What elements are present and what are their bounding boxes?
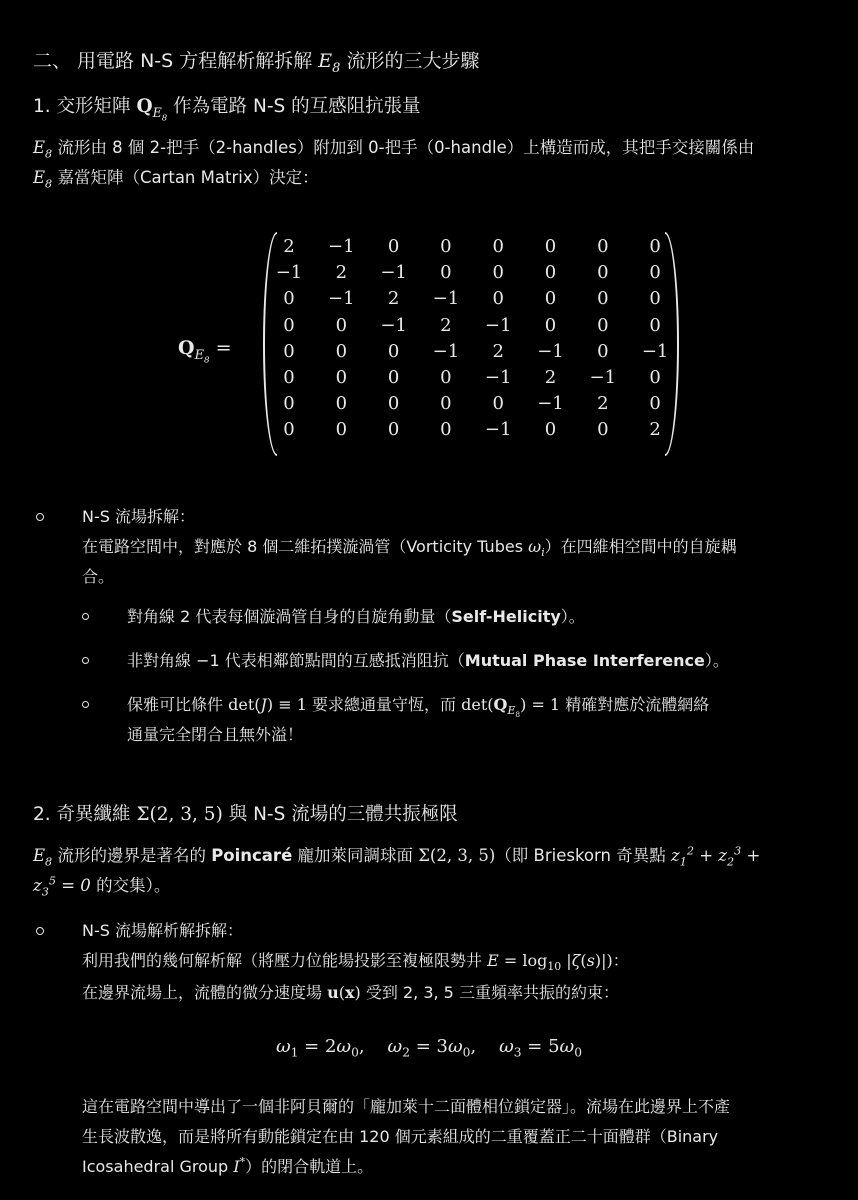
matrix-cell: 2 xyxy=(335,262,348,284)
matrix-cell: 0 xyxy=(335,314,348,336)
matrix-cell: 2 xyxy=(283,236,295,257)
matrix-cell: 0 xyxy=(335,393,348,415)
matrix-cell: 2 xyxy=(387,288,400,310)
matrix-cell: 0 xyxy=(597,314,609,336)
matrix-cell: 0 xyxy=(283,367,295,388)
bullet-icon xyxy=(36,927,44,935)
s2-intro-line-1: $E_8$ 流形的邊界是著名的 Poincaré 龐加萊同調球面 Σ(2, 3, 5)（即 Brieskorn 奇異點 $z_1^2 + z_2^3$ + xyxy=(33,844,761,869)
matrix-cell: 0 xyxy=(544,288,557,310)
matrix-cell: 0 xyxy=(440,236,452,257)
q-e8-symbol: $Q_{E_8}$ xyxy=(136,96,168,124)
para-line-3: Icosahedral Group I*）的閉合軌道上。 xyxy=(82,1155,374,1176)
matrix-cell: −1 xyxy=(484,314,512,336)
matrix-cell: 0 xyxy=(492,262,504,284)
bullet-title-2: N-S 流場解析解拆解： xyxy=(82,921,243,940)
matrix-cell: 0 xyxy=(544,314,557,336)
matrix-cell: 0 xyxy=(492,288,504,310)
matrix-cell: 0 xyxy=(387,236,400,257)
sub-bullet-2: 非對角線 −1 代表相鄰節點間的互感抵消阻抗（Mutual Phase Interference）。 xyxy=(127,651,729,670)
heading-1: 1. 交形矩陣 $Q_{E_8}$ 作為電路 N-S 的互感阻抗張量 xyxy=(33,96,421,124)
bullet-line-1: 在電路空間中，對應於 8 個二維拓撲漩渦管（Vorticity Tubes $\omega_i$）在四維相空間中的自旋耦 xyxy=(82,537,737,560)
matrix-cell: 0 xyxy=(597,262,609,284)
bullet-line-2: 合。 xyxy=(82,567,115,586)
matrix-cell: 0 xyxy=(440,393,452,415)
intro-line-1: $E_8$ 流形由 8 個 2-把手（2-handles）附加到 0-把手（0-handle）上構造而成，其把手交接關係由 xyxy=(33,138,755,161)
matrix-cell: −1 xyxy=(484,419,512,441)
matrix-cell: −1 xyxy=(432,288,460,310)
matrix-cell: 0 xyxy=(283,288,295,310)
matrix-cell: 0 xyxy=(387,340,400,362)
matrix-cell: 2 xyxy=(544,367,557,388)
matrix-cell: −1 xyxy=(537,340,564,362)
heading-2: 2. 奇異纖維 Σ(2, 3, 5) 與 N-S 流場的三體共振極限 xyxy=(33,804,458,825)
matrix-cell: 0 xyxy=(440,262,452,284)
matrix-cell: 0 xyxy=(387,419,400,441)
matrix-cell: 0 xyxy=(283,340,295,362)
section-title: 二、 用電路 N-S 方程解析解拆解 $E_8$ 流形的三大步驟 xyxy=(33,50,480,76)
sub-bullet-icon xyxy=(82,613,89,620)
matrix-cell: 0 xyxy=(544,419,557,441)
matrix-cell: 0 xyxy=(597,340,609,362)
matrix-cell: 0 xyxy=(649,367,661,388)
matrix-cell: 2 xyxy=(440,314,452,336)
matrix-cell: 0 xyxy=(387,367,400,388)
para-line-2: 生長波散逸，而是將所有動能鎖定在由 120 個元素組成的二重覆蓋正二十面體群（Binary xyxy=(82,1127,719,1146)
para-line-1: 這在電路空間中導出了一個非阿貝爾的「龐加萊十二面體相位鎖定器」。流場在此邊界上不產 xyxy=(82,1097,731,1116)
s2-intro-line-2: $z_3^5 = 0$ 的交集）。 xyxy=(33,874,171,899)
matrix-cell: 2 xyxy=(597,393,609,415)
sub-bullet-3-line-2: 通量完全閉合且無外溢！ xyxy=(127,725,304,744)
matrix-cell: 0 xyxy=(283,393,295,415)
matrix-cell: 0 xyxy=(335,340,348,362)
matrix-cell: −1 xyxy=(589,367,617,388)
frequency-equation: $\omega_1 = 2\omega_0$, $\omega_2 = 3\omega_0$, $\omega_3 = 5\omega_0$ xyxy=(275,1036,583,1060)
matrix-cell: 0 xyxy=(440,419,452,441)
matrix-cell: 0 xyxy=(283,419,295,441)
matrix-cell: 0 xyxy=(649,262,661,284)
matrix-cell: −1 xyxy=(380,262,407,284)
matrix-cell: −1 xyxy=(537,393,564,415)
matrix-cell: 0 xyxy=(649,314,661,336)
intro-line-2: $E_8$ 嘉當矩陣（Cartan Matrix）決定： xyxy=(33,168,319,191)
matrix-cell: −1 xyxy=(432,340,460,362)
matrix-cell: 0 xyxy=(597,288,609,310)
s2-line-1: 利用我們的幾何解析解（將壓力位能場投影至複極限勢井 $E = \log_{10} |\zeta(s)|$)： xyxy=(82,951,629,974)
matrix-cell: 0 xyxy=(335,367,348,388)
matrix-cell: 0 xyxy=(649,393,661,415)
s2-line-2: 在邊界流場上，流體的微分速度場 u(x) 受到 2, 3, 5 三重頻率共振的約束： xyxy=(82,983,619,1002)
matrix-cell: 0 xyxy=(544,262,557,284)
matrix-cell: 0 xyxy=(544,236,557,257)
matrix-cell: −1 xyxy=(328,236,355,257)
matrix-cell: −1 xyxy=(484,367,512,388)
matrix-cell: −1 xyxy=(641,340,669,362)
e8-symbol: $E_8$ xyxy=(318,50,341,76)
matrix-cell: 0 xyxy=(440,367,452,388)
matrix-cell: 0 xyxy=(649,288,661,310)
sub-bullet-3: 保雅可比條件 det(J) ≡ 1 要求總通量守恆，而 $\det(Q_{E_8}) = 1$ 精確對應於流體網絡 xyxy=(127,695,710,720)
bullet-title-1: N-S 流場拆解： xyxy=(82,507,195,526)
matrix-cell: 2 xyxy=(649,419,661,441)
matrix-cell: 0 xyxy=(335,419,348,441)
matrix-cell: 0 xyxy=(492,393,504,415)
matrix-cell: 0 xyxy=(283,314,295,336)
matrix-cell: 0 xyxy=(492,236,504,257)
sub-bullet-icon xyxy=(82,657,89,664)
matrix-cell: 0 xyxy=(597,236,609,257)
matrix-cell: 2 xyxy=(492,340,504,362)
matrix-cell: 0 xyxy=(597,419,609,441)
sub-bullet-icon xyxy=(82,701,89,708)
matrix-cell: 0 xyxy=(649,236,661,257)
sub-bullet-1: 對角線 2 代表每個漩渦管自身的自旋角動量（Self-Helicity）。 xyxy=(127,607,585,626)
matrix-cell: −1 xyxy=(275,262,303,284)
bullet-icon xyxy=(36,513,44,521)
matrix-cell: 0 xyxy=(387,393,400,415)
matrix-cell: −1 xyxy=(328,288,355,310)
matrix-label: $Q_{E_8}$ = xyxy=(178,337,232,366)
matrix-cell: −1 xyxy=(380,314,407,336)
